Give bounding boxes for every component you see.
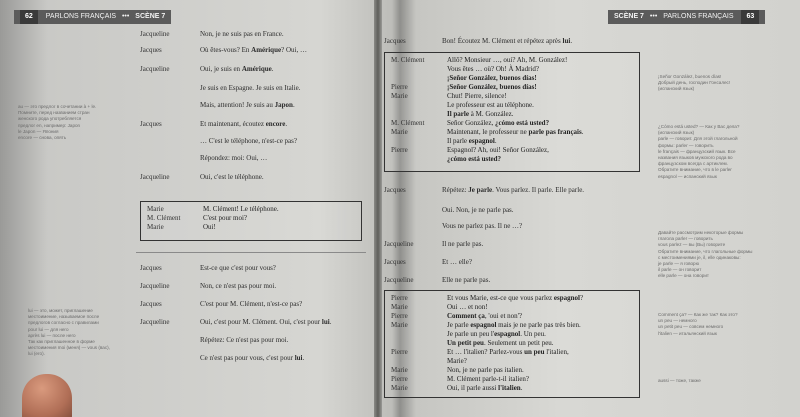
thumb (22, 374, 72, 417)
side-note-line: Comment ça? — Как же так? Как это? (658, 312, 738, 317)
dialogue-line: Il parle à M. González. (447, 110, 514, 118)
box-line (391, 312, 633, 321)
right-page (380, 0, 800, 417)
side-note-line: Добрый день, господин Гонсалес! (658, 80, 731, 86)
speaker-name: Jacqueline (384, 240, 414, 248)
speaker-name: Marie (391, 384, 408, 392)
side-note-line: aussi — тоже, также (658, 378, 701, 383)
side-notes-bottom (28, 308, 110, 358)
side-note-line: Так как приглашенное в форме (28, 339, 95, 345)
speaker-name: Pierre (391, 83, 408, 91)
dialogue-line: Et … l'italien? Parlez-vous un peu l'italien, (447, 348, 569, 356)
dialogue-line: Oui. Non, je ne parle pas. (442, 206, 514, 214)
dialogue-line: Un petit peu. Seulement un petit peu. (447, 339, 554, 347)
speaker-name: M. Clément (391, 56, 425, 64)
speaker-name: Pierre (391, 312, 408, 320)
box-line (391, 92, 633, 101)
speaker-name: Marie (391, 92, 408, 100)
box-line (391, 384, 633, 393)
box-line (391, 348, 633, 357)
dialogue-line: Comment ça, 'oui et non'? (447, 312, 523, 320)
side-note-line: espagnol — испанский язык (658, 173, 717, 179)
box-line (391, 366, 633, 375)
dialogue-line: Ce n'est pas pour vous, c'est pour lui. (200, 354, 305, 362)
speaker-name: Jacques (140, 264, 162, 272)
speaker-name: Pierre (391, 294, 408, 302)
speaker-name (391, 137, 447, 146)
dialogue-line: M. Clément parle-t-il italien? (447, 375, 530, 383)
page-number: 62 (20, 10, 38, 24)
dialogue-line: Où êtes-vous? En Amérique? Oui, … (200, 46, 307, 54)
side-note-line: предлогов согласно с правилами (28, 320, 99, 326)
side-note-line: lui (его). (28, 351, 45, 357)
box-line (391, 83, 633, 92)
speaker-name: Marie (391, 128, 408, 136)
side-note-line: Давайте рассмотрим некоторые формы (658, 230, 744, 235)
box-line (391, 74, 633, 83)
side-notes-4 (658, 312, 738, 337)
left-page (0, 0, 376, 417)
box-line (391, 146, 633, 155)
side-note-line: ¿Cómo está usted? — Как у Вас дела? (658, 124, 740, 129)
speaker-name: Jacques (140, 46, 162, 54)
speaker-name: Jacques (140, 120, 162, 128)
side-note-line: après lui — после него (28, 332, 76, 338)
speaker-name: Jacques (384, 258, 406, 266)
box-line (391, 375, 633, 384)
side-note-line: l'italien — итальянский язык (658, 330, 717, 336)
dialogue-line: Oui! (203, 223, 216, 231)
dialogue-line: Elle ne parle pas. (442, 276, 491, 284)
dialogue-line: Marie? (447, 357, 467, 365)
speaker-name: Marie (391, 303, 408, 311)
speaker-name (391, 155, 447, 164)
dialogue-line: Bon! Écoutez M. Clément et répétez après lui. (442, 37, 573, 45)
dialogue-line: Oui, il parle aussi l'italien. (447, 384, 523, 392)
dialogue-line: C'est pour moi? (203, 214, 248, 222)
side-note-line: (испанский язык) (658, 130, 695, 136)
box-line (391, 110, 633, 119)
box-line (391, 56, 633, 65)
speaker-name: M. Clément (147, 214, 181, 222)
side-note-line: vous parlez — вы (Вы) говорите (658, 242, 726, 248)
speaker-name: Marie (147, 223, 164, 231)
dialogue-line: Maintenant, le professeur ne parle pas français. (447, 128, 584, 136)
box-line (391, 119, 633, 128)
box-line (391, 339, 633, 348)
box-line (391, 128, 633, 137)
side-note-line: местоимения moi (меня) — vous (вас), (28, 345, 110, 351)
box-line (391, 357, 633, 366)
dialogue-line: Le professeur est au téléphone. (447, 101, 534, 109)
side-note-line: ¡Señor González, buenos días! (658, 74, 722, 79)
dialogue-line: ¿cómo está usted? (447, 155, 502, 163)
box-line (147, 205, 355, 214)
side-note-line: женского рода употребляется (18, 116, 82, 122)
dialogue-line: Est-ce que c'est pour vous? (200, 264, 276, 272)
speaker-name (391, 65, 447, 74)
dialogue-line: Non, je ne parle pas italien. (447, 366, 524, 374)
dialogue-line: Il parle espagnol. (447, 137, 497, 145)
dialogue-line: Non, je ne suis pas en France. (200, 30, 284, 38)
dialogue-line: Non, ce n'est pas pour moi. (200, 282, 277, 290)
side-note-line: lui — это, может, приглашение (28, 308, 93, 313)
speaker-name: Pierre (391, 375, 408, 383)
dialogue-line: Je suis en Espagne. Je suis en Italie. (200, 84, 301, 92)
box-line (391, 155, 633, 164)
dialogue-line: Espagnol? Ah, oui! Señor González, (447, 146, 549, 154)
speaker-name: Jacqueline (140, 65, 170, 73)
dialogue-line: ¡Señor González, buenos días! (447, 74, 537, 82)
speaker-name: Jacqueline (384, 276, 414, 284)
dialogue-line: Et vous Marie, est-ce que vous parlez espagnol? (447, 294, 584, 302)
side-note-line: Обратите внимание, что в le parler (658, 167, 732, 173)
side-notes-5 (658, 378, 701, 384)
side-note-line: pour lui — для него (28, 326, 69, 332)
left-page-header: 62 PARLONS FRANÇAIS ••• SCÈNE 7 (14, 10, 171, 24)
speaker-name (391, 339, 447, 348)
side-note-line: le Japon — Япония (18, 128, 59, 134)
speaker-name: Jacqueline (140, 318, 170, 326)
box-line (391, 101, 633, 110)
speaker-name: Pierre (391, 146, 408, 154)
dialogue-line: Je parle un peu l'espagnol. Un peu. (447, 330, 546, 338)
box-line (391, 294, 633, 303)
dialogue-line: Oui, c'est pour M. Clément. Oui, c'est pour lui. (200, 318, 332, 326)
speaker-name: Jacques (384, 186, 406, 194)
side-note-line: французском всегда с артиклем. (658, 161, 728, 167)
box-line (391, 321, 633, 330)
dialogue-line: Vous ne parlez pas. Il ne …? (442, 222, 523, 230)
dialogue-line: Répondez: moi: Oui, … (200, 154, 268, 162)
side-notes-1 (658, 74, 730, 93)
speaker-name (391, 101, 447, 110)
side-note-line: Помните, перед названием стран (18, 110, 90, 116)
side-notes-top (18, 104, 96, 141)
side-note-line: un petit peu — совсем немного (658, 324, 724, 330)
box-line (391, 330, 633, 339)
box-line (391, 303, 633, 312)
side-note-line: формы: parler — говорить (658, 142, 714, 148)
speaker-name (391, 330, 447, 339)
divider (136, 252, 366, 253)
dialogue-box-phone-call (384, 52, 640, 172)
dialogue-line: Oui … et non! (447, 303, 488, 311)
speaker-name: M. Clément (391, 119, 425, 127)
speaker-name: Marie (391, 366, 408, 374)
box-line (391, 137, 633, 146)
box-line (391, 65, 633, 74)
speaker-name: Jacqueline (140, 173, 170, 181)
side-note-line: местоимение, называемое после (28, 314, 100, 320)
dialogue-line: Oui, c'est le téléphone. (200, 173, 264, 181)
dialogue-box-telephone (140, 201, 362, 241)
side-note-line: elle parle — она говорит (658, 273, 710, 279)
side-note-line: Обратите внимание, что глагольные формы (658, 248, 753, 254)
side-note-line: un peu — немного (658, 318, 697, 324)
dialogue-line: Chut! Pierre, silence! (447, 92, 507, 100)
side-note-line: il parle — он говорит (658, 267, 702, 273)
dialogue-box-languages (384, 290, 640, 398)
dialogue-line: Mais, attention! Je suis au Japon. (200, 101, 295, 109)
dialogue-line: Je parle espagnol mais je ne parle pas très bien. (447, 321, 581, 329)
page-number: 63 (741, 10, 759, 24)
speaker-name: Jacqueline (140, 282, 170, 290)
side-note-line: глагола parler — говорить (658, 236, 713, 242)
side-note-line: предлог en, например: Japon (18, 122, 81, 128)
speaker-name (391, 110, 447, 119)
dialogue-line: … C'est le téléphone, n'est-ce pas? (200, 137, 297, 145)
dialogue-line: Répétez: Ce n'est pas pour moi. (200, 336, 289, 344)
dialogue-line: Répétez: Je parle. Vous parlez. Il parle. Elle parle. (442, 186, 585, 194)
speaker-name: Marie (147, 205, 164, 213)
side-note-line: le français — французский язык. Все (658, 148, 736, 154)
dialogue-line: Il ne parle pas. (442, 240, 484, 248)
box-line (147, 223, 355, 232)
dialogue-line: C'est pour M. Clément, n'est-ce pas? (200, 300, 303, 308)
dialogue-line: Et … elle? (442, 258, 472, 266)
dialogue-line: M. Clément! Le téléphone. (203, 205, 279, 213)
side-note-line: с местоимениями je, il, elle одинаковы: (658, 254, 741, 260)
side-note-line: parle — говорит. Для этой глагольной (658, 136, 738, 142)
side-note-line: (испанский язык) (658, 86, 695, 92)
side-notes-3 (658, 230, 752, 280)
side-note-line: je parle — я говорю (658, 261, 700, 267)
side-note-line: au — это предлог в сочетании à + le. (18, 104, 97, 109)
speaker-name: Pierre (391, 348, 408, 356)
box-line (147, 214, 355, 223)
side-note-line: названия языков мужского рода во (658, 155, 733, 161)
dialogue-line: Vous êtes … où? Oh! À Madrid? (447, 65, 540, 73)
dialogue-line: Allô? Monsieur …, oui? Ah, M. González! (447, 56, 568, 64)
speaker-name: Jacqueline (140, 30, 170, 38)
speaker-name: Jacques (140, 300, 162, 308)
side-notes-2 (658, 124, 739, 180)
speaker-name (391, 357, 447, 366)
dialogue-line: Señor González, ¿cómo está usted? (447, 119, 550, 127)
speaker-name (391, 74, 447, 83)
dialogue-line: Oui, je suis en Amérique. (200, 65, 274, 73)
dialogue-line: Et maintenant, écoutez encore. (200, 120, 288, 128)
side-note-line: encore — снова, опять (18, 135, 67, 141)
dialogue-line: ¡Señor González, buenos días! (447, 83, 537, 91)
speaker-name: Jacques (384, 37, 406, 45)
right-page-header: SCÈNE 7 ••• PARLONS FRANÇAIS 63 (608, 10, 765, 24)
speaker-name: Marie (391, 321, 408, 329)
